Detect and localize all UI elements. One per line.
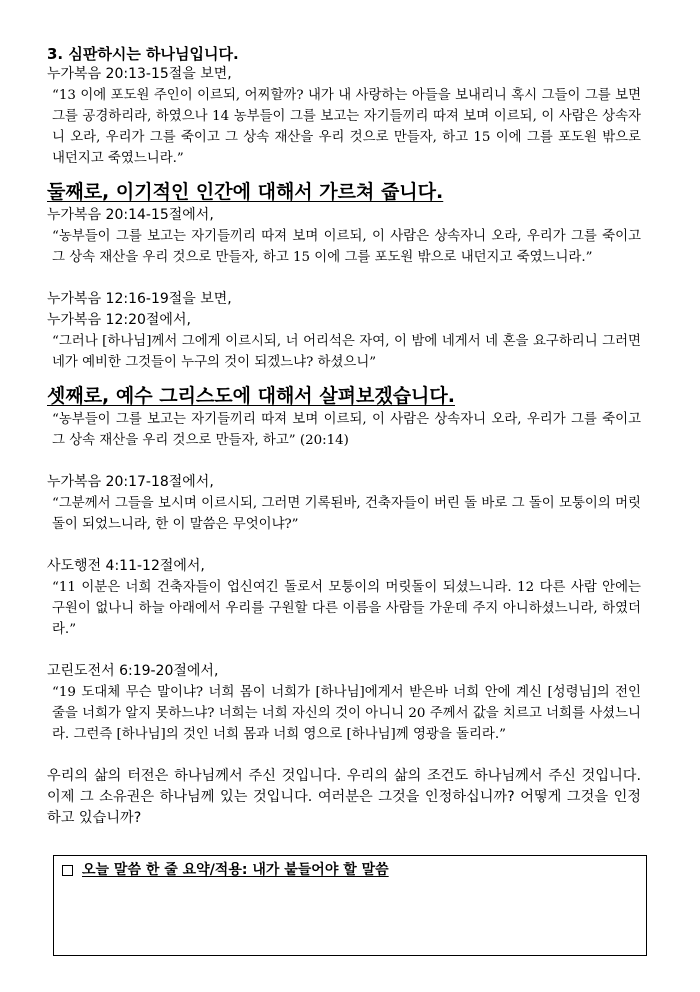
second-reference-1: 누가복음 20:14-15절에서, [47, 207, 214, 223]
third-reference-3: 사도행전 4:11-12절에서, [47, 558, 205, 574]
sermon-page [47, 44, 641, 829]
third-section-heading: 셋째로, 예수 그리스도에 대해서 살펴보겠습니다. [47, 385, 455, 407]
checkbox-icon[interactable] [62, 865, 73, 876]
second-quote-2: “그러나 [하나님]께서 그에게 이르시되, 너 어리석은 자여, 이 밤에 네게서 네 혼을 요구하리니 그러면 네가 예비한 그것들이 누구의 것이 되겠느냐? 하셨으니” [52, 334, 641, 370]
summary-box[interactable] [53, 855, 647, 956]
second-reference-3: 누가복음 12:20절에서, [47, 312, 191, 328]
summary-box-title [62, 860, 389, 880]
third-quote-3: “11 이분은 너희 건축자들이 업신여긴 돌로서 모퉁이의 머릿돌이 되셨느니라. 12 다른 사람 안에는 구원이 없나니 하늘 아래에서 우리를 구원할 다른 이름을 사람들 가운데 주지 아니하셨느니라, 하였더라.” [52, 580, 641, 637]
point3-reference: 누가복음 20:13-15절을 보면, [47, 66, 232, 82]
third-reference-2: 누가복음 20:17-18절에서, [47, 474, 214, 490]
third-reference-4: 고린도전서 6:19-20절에서, [47, 663, 219, 679]
point3-quote: “13 이에 포도원 주인이 이르되, 어찌할까? 내가 내 사랑하는 아들을 보내리니 혹시 그들이 그를 보면 그를 공경하리라, 하였으나 14 농부들이 그를 보고는 자기들끼리 따져 보며 이르되, 이 사람은 상속자니 오라, 우리가 그를 죽이고 그 상속 재산을 우리 것으로 만들자, 하고 15 이에 그를 포도원 밖으로 내던지고 죽였느니라.” [52, 88, 641, 166]
third-quote-4: “19 도대체 무슨 말이냐? 너희 몸이 너희가 [하나님]에게서 받은바 너희 안에 계신 [성령님]의 전인 줄을 너희가 알지 못하느냐? 너희는 너희 자신의 것이 아니니 20 주께서 값을 치르고 너희를 사셨느니라. 그런즉 [하나님]의 것인 너희 몸과 너희 영으로 [하나님]께 영광을 돌리라.” [52, 685, 641, 742]
summary-box-label: 오늘 말씀 한 줄 요약/적용: 내가 붙들어야 할 말씀 [82, 862, 389, 878]
second-section-heading: 둘째로, 이기적인 인간에 대해서 가르쳐 줍니다. [47, 181, 444, 203]
second-quote-1: “농부들이 그를 보고는 자기들끼리 따져 보며 이르되, 이 사람은 상속자니 오라, 우리가 그를 죽이고 그 상속 재산을 우리 것으로 만들자, 하고 15 이에 그를 포도원 밖으로 내던지고 죽였느니라.” [52, 229, 641, 265]
closing-paragraph: 우리의 삶의 터전은 하나님께서 주신 것입니다. 우리의 삶의 조건도 하나님께서 주신 것입니다. 이제 그 소유권은 하나님께 있는 것입니다. 여러분은 그것을 인정하십니까? 어떻게 그것을 인정하고 있습니까? [47, 768, 641, 826]
point3-heading: 3. 심판하시는 하나님입니다. [47, 45, 239, 63]
third-quote-2: “그분께서 그들을 보시며 이르시되, 그러면 기록된바, 건축자들이 버린 돌 바로 그 돌이 모퉁이의 머릿돌이 되었느니라, 한 이 말씀은 무엇이냐?” [52, 496, 641, 532]
second-reference-2: 누가복음 12:16-19절을 보면, [47, 291, 232, 307]
third-quote-1: “농부들이 그를 보고는 자기들끼리 따져 보며 이르되, 이 사람은 상속자니 오라, 우리가 그를 죽이고 그 상속 재산을 우리 것으로 만들자, 하고” (20:14) [52, 412, 641, 448]
